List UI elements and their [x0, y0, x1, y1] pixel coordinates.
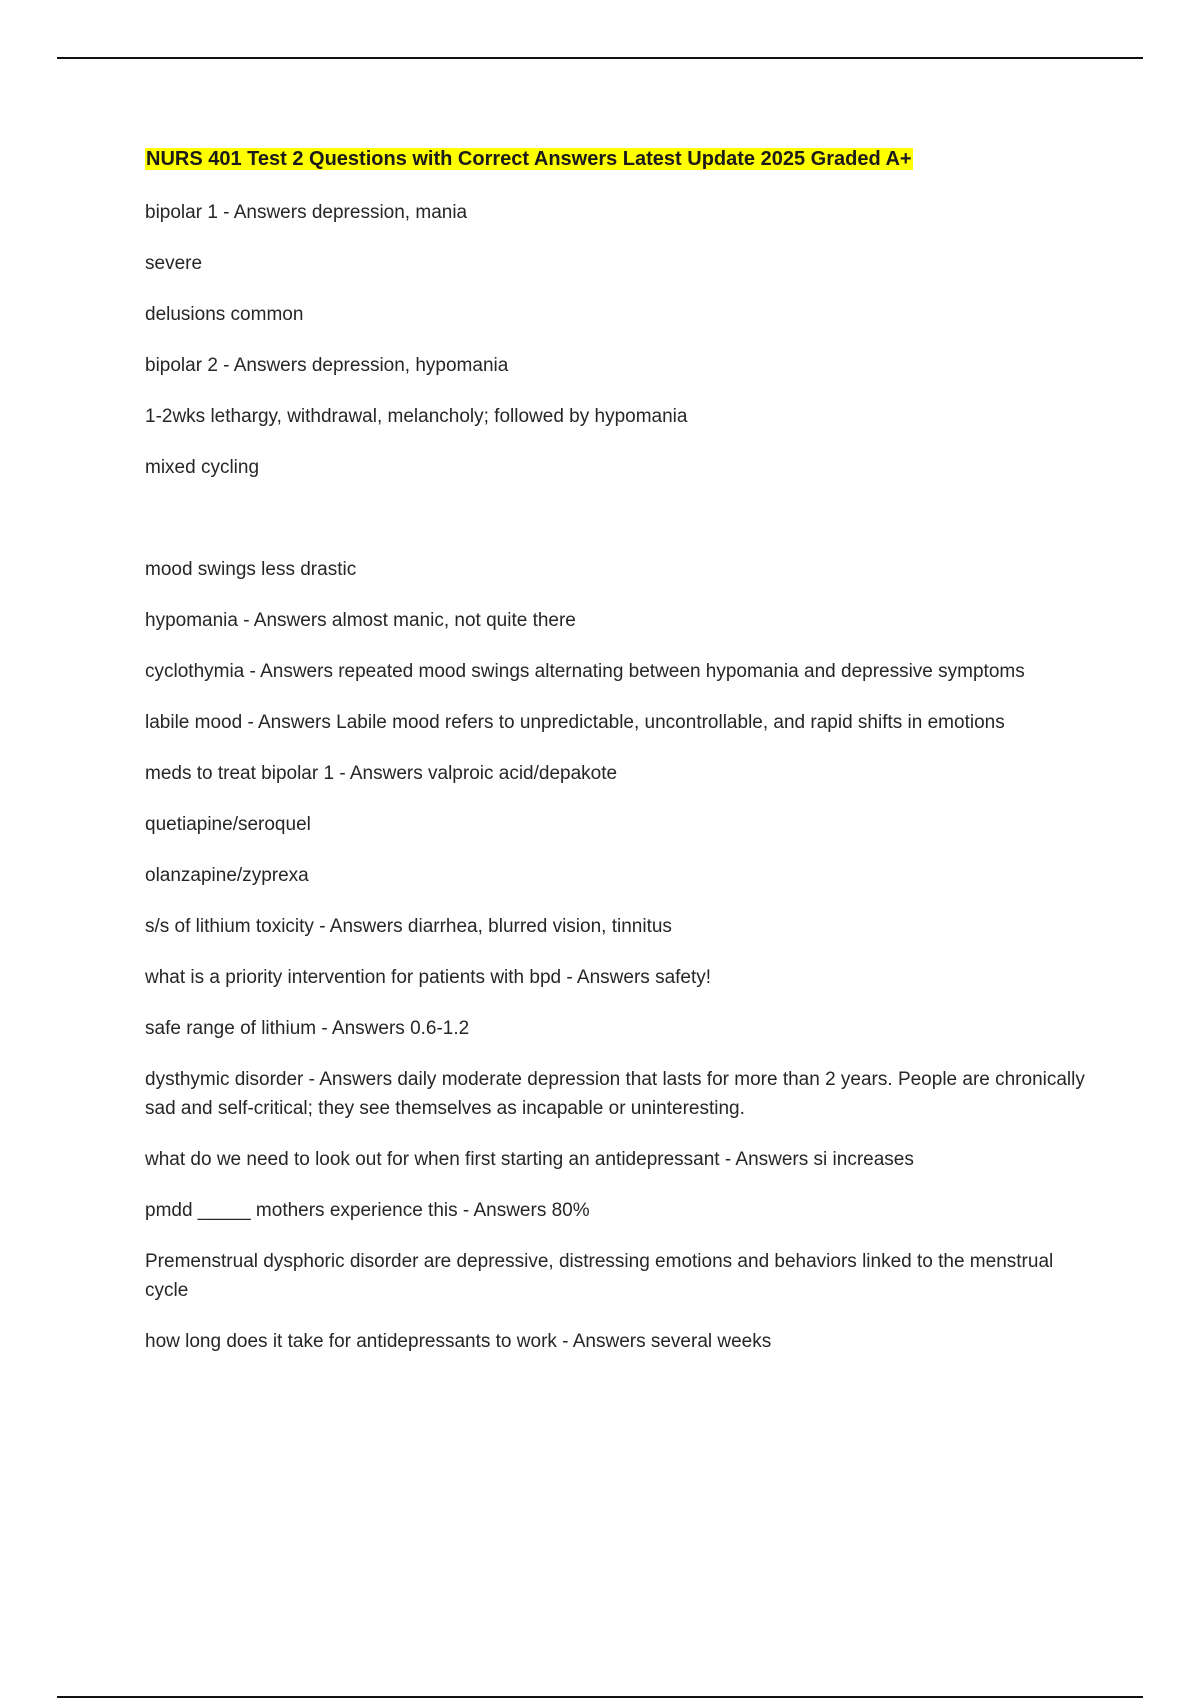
paragraph: what is a priority intervention for patients with bpd - Answers safety! — [145, 967, 712, 988]
paragraph: cyclothymia - Answers repeated mood swings alternating between hypomania and depressive symptoms — [145, 661, 1025, 682]
document-body — [145, 145, 1085, 1378]
paragraph: dysthymic disorder - Answers daily moderate depression that lasts for more than 2 years. People are chronically sad and self-critical; they see themselves as incapable or uninteresting. — [145, 1069, 1085, 1119]
paragraph: delusions common — [145, 304, 304, 325]
paragraph: olanzapine/zyprexa — [145, 865, 309, 886]
document-title — [145, 145, 1085, 173]
paragraph: safe range of lithium - Answers 0.6-1.2 — [145, 1018, 470, 1039]
paragraph: severe — [145, 253, 203, 274]
header-rule — [57, 57, 1143, 59]
title-highlight: NURS 401 Test 2 Questions with Correct Answers Latest Update 2025 Graded A+ — [146, 148, 912, 170]
paragraph: quetiapine/seroquel — [145, 814, 311, 835]
paragraph: mood swings less drastic — [145, 559, 357, 580]
paragraph: bipolar 1 - Answers depression, mania — [145, 202, 468, 223]
paragraph: pmdd _____ mothers experience this - Answers 80% — [145, 1200, 590, 1221]
paragraph: mixed cycling — [145, 457, 260, 478]
paragraph: labile mood - Answers Labile mood refers to unpredictable, uncontrollable, and rapid shifts in emotions — [145, 712, 1005, 733]
paragraph: s/s of lithium toxicity - Answers diarrhea, blurred vision, tinnitus — [145, 916, 672, 937]
paragraph: Premenstrual dysphoric disorder are depressive, distressing emotions and behaviors linked to the menstrual cycle — [145, 1251, 1054, 1301]
footer-rule — [57, 1696, 1143, 1698]
paragraph: meds to treat bipolar 1 - Answers valproic acid/depakote — [145, 763, 618, 784]
paragraph: 1-2wks lethargy, withdrawal, melancholy; followed by hypomania — [145, 406, 688, 427]
paragraph: bipolar 2 - Answers depression, hypomania — [145, 355, 509, 376]
paragraph: hypomania - Answers almost manic, not quite there — [145, 610, 576, 631]
paragraph: what do we need to look out for when first starting an antidepressant - Answers si increases — [145, 1149, 914, 1170]
paragraph: how long does it take for antidepressants to work - Answers several weeks — [145, 1331, 772, 1352]
